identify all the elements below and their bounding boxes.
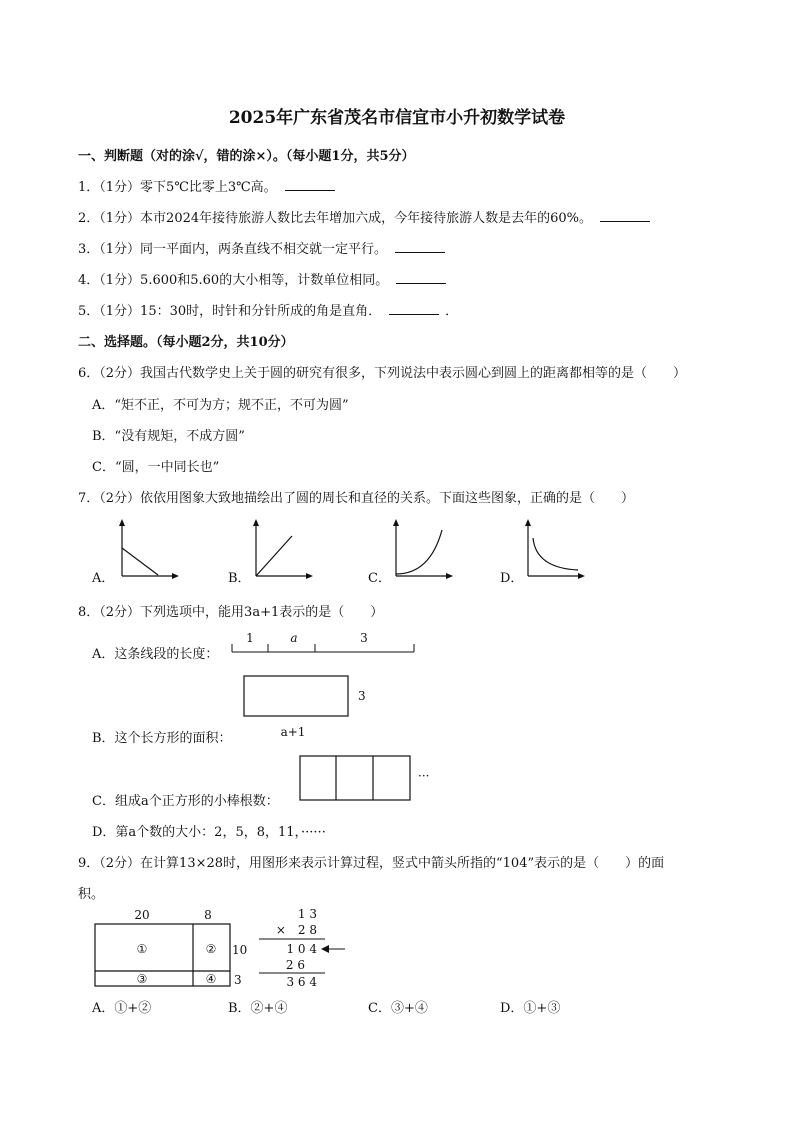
squares-ellipsis: ···	[418, 769, 430, 783]
question-7-option-c[interactable]: C．	[368, 571, 391, 586]
question-6: 6．（2分）我国古代数学史上关于圆的研究有很多，下列说法中表示圆心到圆上的距离都相等的是（ ）	[78, 366, 687, 381]
grid-side-3: 3	[234, 973, 242, 987]
answer-blank-4[interactable]	[396, 271, 446, 284]
question-5-tail: ．	[445, 304, 459, 319]
cell-1: ①	[136, 942, 148, 956]
section-2-heading: 二、选择题。（每小题2分，共10分）	[78, 335, 294, 350]
question-7-option-b[interactable]: B．	[228, 571, 251, 586]
section-1-heading: 一、判断题（对的涂√，错的涂×）。（每小题1分，共5分）	[78, 149, 415, 164]
vertical-row-26: 2 6	[285, 958, 305, 972]
question-8-option-a[interactable]: A．这条线段的长度：	[92, 647, 219, 662]
question-8-option-c[interactable]: C．组成a个正方形的小棒根数：	[92, 794, 279, 809]
question-6-option-b[interactable]: B．“没有规矩，不成方圆”	[92, 429, 245, 444]
question-7-option-d[interactable]: D．	[500, 571, 524, 586]
question-5	[78, 300, 458, 319]
grid-side-10: 10	[232, 943, 248, 957]
question-9-option-c[interactable]: C．③+④	[368, 1001, 428, 1016]
answer-blank-5[interactable]	[389, 302, 439, 315]
vertical-row-1: 1 3	[297, 907, 317, 921]
question-9-option-a[interactable]: A．①+②	[92, 1001, 152, 1016]
rectangle-diagram	[240, 672, 380, 742]
question-2	[78, 207, 650, 226]
segment-label-a: a	[290, 631, 298, 645]
question-8: 8．（2分）下列选项中，能用3a+1表示的是（ ）	[78, 605, 384, 620]
answer-blank-3[interactable]	[395, 240, 445, 253]
cell-4: ④	[205, 972, 217, 986]
question-7: 7．（2分）依依用图象大致地描绘出了圆的周长和直径的关系。下面这些图象，正确的是（ ）	[78, 491, 635, 506]
segment-label-3: 3	[360, 631, 368, 645]
question-7-option-a[interactable]: A．	[92, 571, 115, 586]
question-9-option-b[interactable]: B．②+④	[228, 1001, 288, 1016]
question-8-option-d[interactable]: D．第a个数的大小：2，5，8，11，······	[92, 825, 326, 840]
question-4	[78, 269, 446, 288]
vertical-row-364: 3 6 4	[286, 975, 317, 989]
segment-diagram	[228, 628, 418, 658]
graph-b	[246, 518, 316, 582]
answer-blank-1[interactable]	[285, 178, 335, 191]
vertical-row-2: × 2 8	[275, 923, 317, 937]
question-9-option-d[interactable]: D．①+③	[500, 1001, 561, 1016]
question-3	[78, 238, 445, 257]
question-6-option-c[interactable]: C．“圆，一中同长也”	[92, 460, 220, 475]
cell-3: ③	[136, 972, 148, 986]
question-3-text: 3．（1分）同一平面内，两条直线不相交就一定平行。	[78, 242, 388, 257]
question-2-text: 2．（1分）本市2024年接待旅游人数比去年增加六成，今年接待旅游人数是去年的60%。	[78, 211, 593, 226]
vertical-row-104: 1 0 4	[286, 942, 317, 956]
graph-c	[386, 518, 456, 582]
rectangle-bottom-label: a+1	[280, 725, 306, 739]
vertical-multiplication	[255, 904, 355, 988]
rectangle-side-label: 3	[358, 689, 366, 703]
paper-title: 2025年广东省茂名市信宜市小升初数学试卷	[228, 108, 566, 128]
cell-2: ②	[205, 942, 217, 956]
question-5-text: 5．（1分）15：30时，时针和分针所成的角是直角．	[78, 304, 382, 319]
question-1	[78, 176, 335, 195]
question-4-text: 4．（1分）5.600和5.60的大小相等，计数单位相同。	[78, 273, 389, 288]
squares-diagram	[296, 752, 436, 806]
grid-top-8: 8	[204, 908, 212, 922]
question-9-line-1: 9．（2分）在计算13×28时，用图形来表示计算过程，竖式中箭头所指的“104”表示的是（ ）的面	[78, 856, 665, 871]
question-6-option-a[interactable]: A．“矩不正，不可为方；规不正，不可为圆”	[92, 398, 349, 413]
segment-label-1: 1	[246, 631, 254, 645]
question-9-line-2: 积。	[78, 887, 105, 902]
area-grid-diagram	[90, 904, 250, 988]
graph-a	[112, 518, 182, 582]
question-1-text: 1．（1分）零下5℃比零上3℃高。	[78, 180, 277, 195]
grid-top-20: 20	[134, 908, 150, 922]
graph-d	[518, 518, 588, 582]
answer-blank-2[interactable]	[600, 209, 650, 222]
question-8-option-b[interactable]: B．这个长方形的面积：	[92, 731, 232, 746]
